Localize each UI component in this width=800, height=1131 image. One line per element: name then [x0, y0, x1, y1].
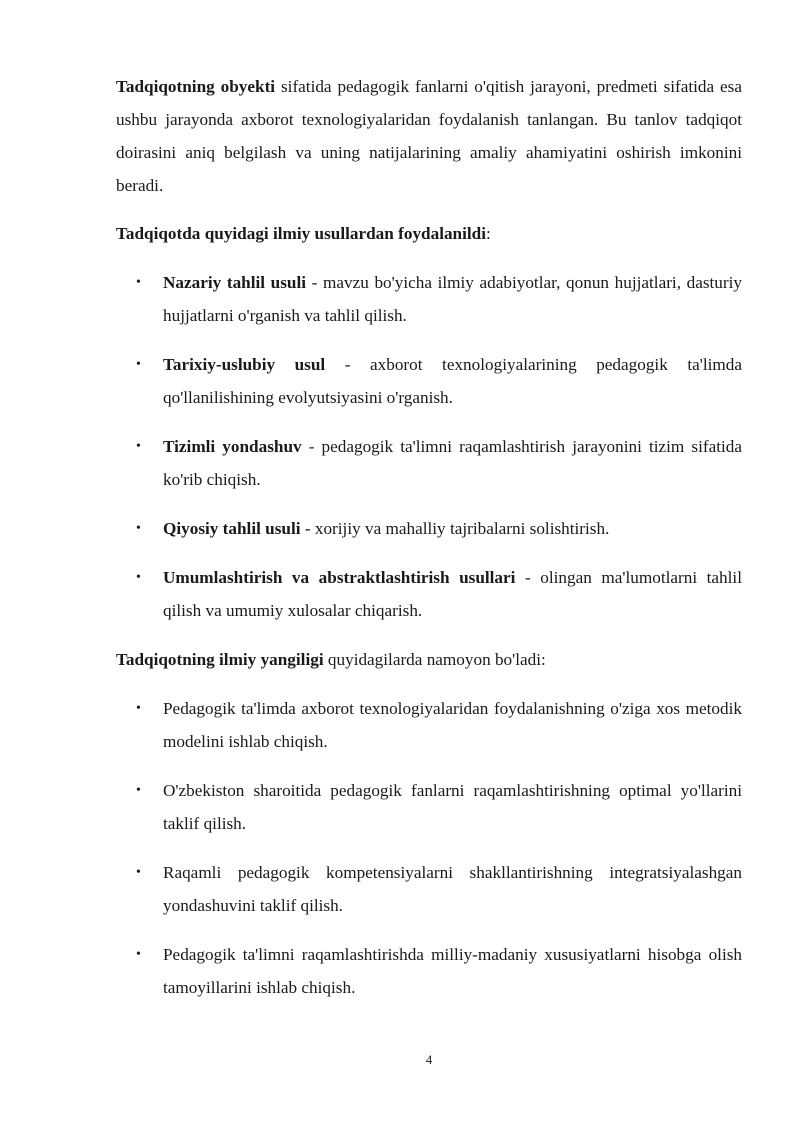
bullet-icon: • [136, 357, 141, 372]
novelty-text: Pedagogik ta'limni raqamlashtirishda milliy-madaniy xususiyatlarni hisobga olish tamoyillarini ishlab chiqish. [163, 945, 742, 997]
list-item [116, 692, 742, 758]
novelty-heading-bold: Tadqiqotning ilmiy yangiligi [116, 650, 324, 669]
novelty-list [116, 692, 742, 1004]
methods-heading-bold: Tadqiqotda quyidagi ilmiy usullardan foydalanildi [116, 224, 487, 243]
list-item [116, 561, 742, 627]
method-term: Tarixiy-uslubiy usul [163, 355, 326, 374]
methods-list [116, 266, 742, 627]
method-term: Nazariy tahlil usuli [163, 273, 307, 292]
bullet-icon: • [136, 570, 141, 585]
method-description: - xorijiy va mahalliy tajribalarni solishtirish. [300, 519, 610, 538]
bullet-icon: • [136, 783, 141, 798]
method-term: Tizimli yondashuv [163, 437, 302, 456]
method-description: - olingan ma'lumotlarni tahlil qilish va umumiy xulosalar chiqarish. [163, 568, 742, 620]
method-description: - pedagogik ta'limni raqamlashtirish jarayonini tizim sifatida ko'rib chiqish. [163, 437, 742, 489]
list-item [116, 430, 742, 496]
list-item [116, 938, 742, 1004]
object-paragraph [116, 70, 742, 202]
methods-heading-colon: : [486, 224, 491, 243]
novelty-text: Pedagogik ta'limda axborot texnologiyalaridan foydalanishning o'ziga xos metodik modelini ishlab chiqish. [163, 699, 742, 751]
list-item [116, 856, 742, 922]
novelty-text: O'zbekiston sharoitida pedagogik fanlarni raqamlashtirishning optimal yo'llarini taklif qilish. [163, 781, 742, 833]
bullet-icon: • [136, 701, 141, 716]
method-description: - axborot texnologiyalarining pedagogik ta'limda qo'llanilishining evolyutsiyasini o'rganish. [163, 355, 742, 407]
bullet-icon: • [136, 947, 141, 962]
list-item [116, 348, 742, 414]
novelty-heading-text: quyidagilarda namoyon bo'ladi: [323, 650, 546, 669]
bullet-icon: • [136, 865, 141, 880]
bullet-icon: • [136, 439, 141, 454]
list-item [116, 512, 742, 545]
document-page [116, 70, 742, 1020]
object-term: Tadqiqotning obyekti [116, 77, 276, 96]
list-item [116, 266, 742, 332]
method-description: - mavzu bo'yicha ilmiy adabiyotlar, qonun hujjatlari, dasturiy hujjatlarni o'rganish va tahlil qilish. [163, 273, 742, 325]
list-item [116, 774, 742, 840]
page-number: 4 [425, 1052, 433, 1067]
bullet-icon: • [136, 275, 141, 290]
methods-heading [116, 217, 742, 250]
object-text: sifatida pedagogik fanlarni o'qitish jarayoni, predmeti sifatida esa ushbu jarayonda axborot texnologiyalaridan foydalanish tanlangan. Bu tanlov tadqiqot doirasini aniq belgilash va uning natijalarining amaliy ahamiyatini oshirish imkonini beradi. [116, 77, 742, 195]
bullet-icon: • [136, 521, 141, 536]
novelty-text: Raqamli pedagogik kompetensiyalarni shakllantirishning integratsiyalashgan yondashuvini taklif qilish. [163, 863, 742, 915]
method-term: Umumlashtirish va abstraktlashtirish usullari [163, 568, 516, 587]
novelty-heading [116, 643, 742, 676]
method-term: Qiyosiy tahlil usuli [163, 519, 301, 538]
